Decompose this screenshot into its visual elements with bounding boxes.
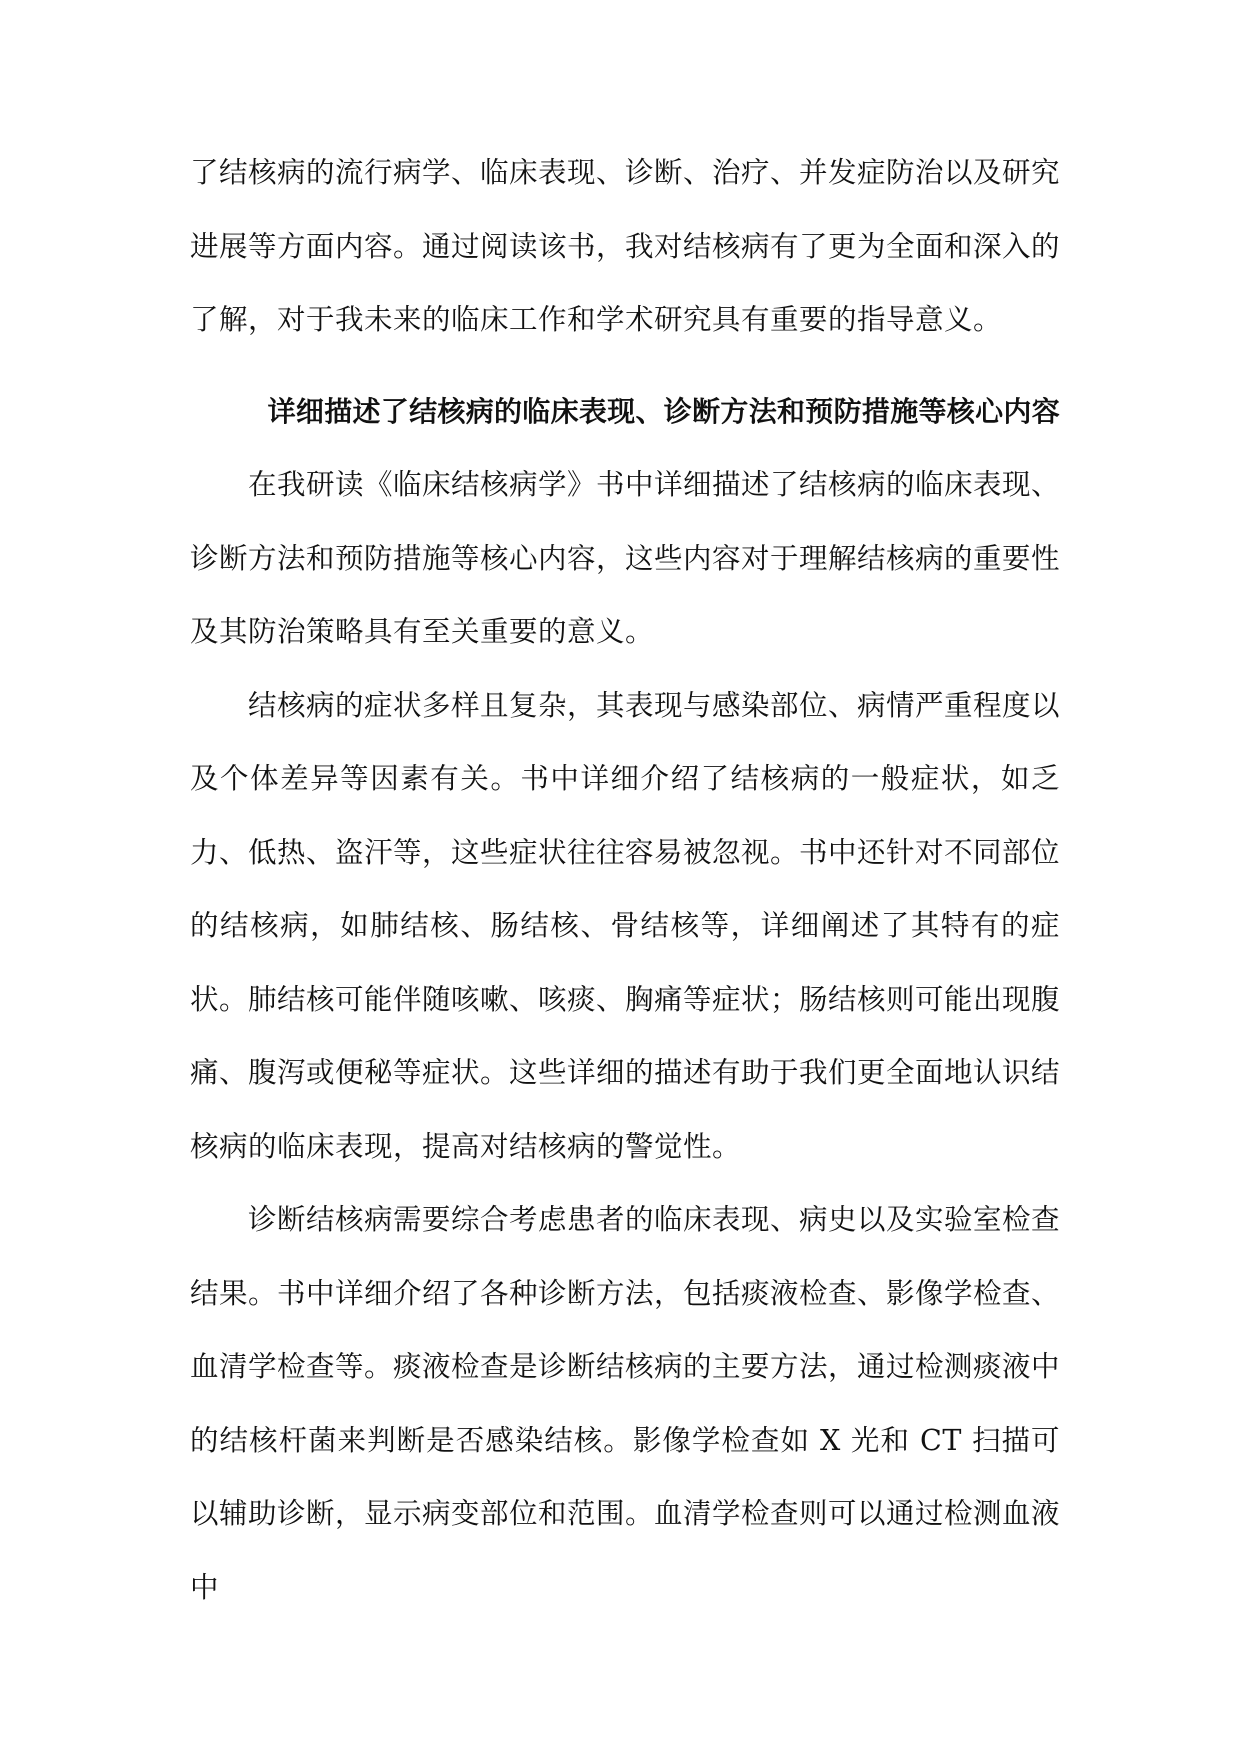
section-heading: 详细描述了结核病的临床表现、诊断方法和预防措施等核心内容	[267, 394, 1060, 428]
body-paragraph-1: 在我研读《临床结核病学》书中详细描述了结核病的临床表现、诊断方法和预防措施等核心内容，这些内容对于理解结核病的重要性及其防治策略具有至关重要的意义。	[190, 468, 1061, 648]
intro-paragraph: 了结核病的流行病学、临床表现、诊断、治疗、并发症防治以及研究进展等方面内容。通过阅读该书，我对结核病有了更为全面和深入的了解，对于我未来的临床工作和学术研究具有重要的指导意义。	[190, 156, 1061, 336]
body-paragraph-3: 诊断结核病需要综合考虑患者的临床表现、病史以及实验室检查结果。书中详细介绍了各种诊断方法，包括痰液检查、影像学检查、血清学检查等。痰液检查是诊断结核病的主要方法，通过检测痰液中的结核杆菌来判断是否感染结核。影像学检查如 X 光和 CT 扫描可以辅助诊断，显示病变部位和范围。血清学检查则可以通过检测血液中	[190, 1203, 1061, 1604]
document-body	[190, 136, 1060, 1624]
body-paragraph-2: 结核病的症状多样且复杂，其表现与感染部位、病情严重程度以及个体差异等因素有关。书中详细介绍了结核病的一般症状，如乏力、低热、盗汗等，这些症状往往容易被忽视。书中还针对不同部位的结核病，如肺结核、肠结核、骨结核等，详细阐述了其特有的症状。肺结核可能伴随咳嗽、咳痰、胸痛等症状；肠结核则可能出现腹痛、腹泻或便秘等症状。这些详细的描述有助于我们更全面地认识结核病的临床表现，提高对结核病的警觉性。	[190, 688, 1061, 1163]
